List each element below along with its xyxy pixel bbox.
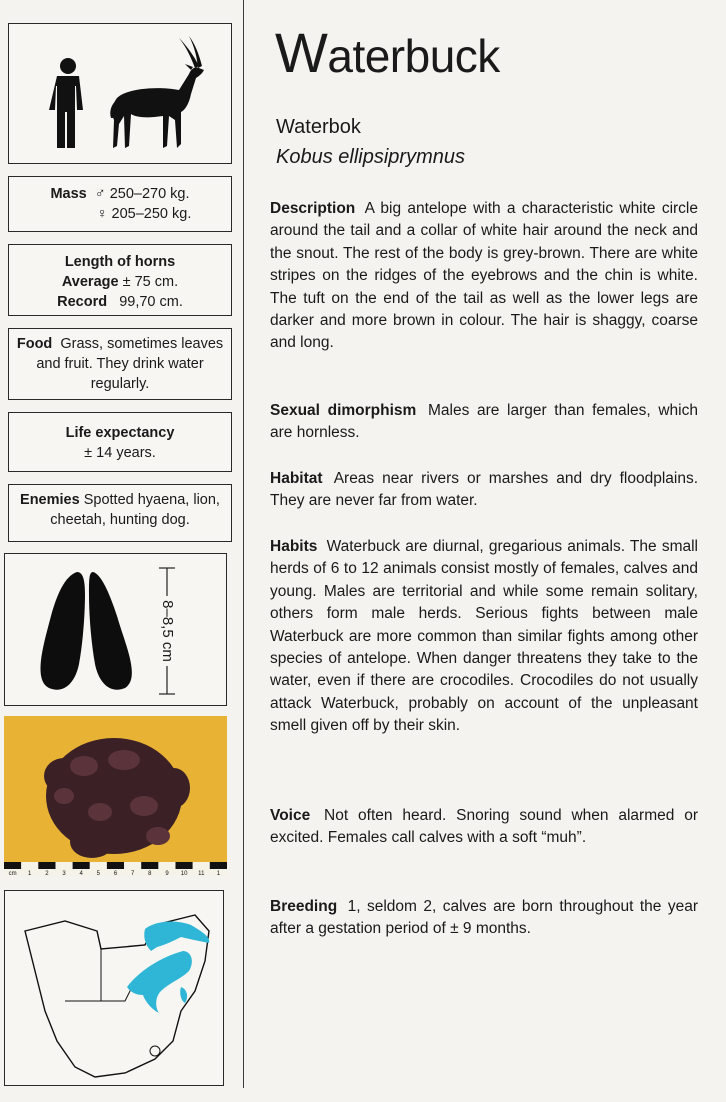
horns-record-label: Record [57,294,108,310]
horns-record-value: 99,70 cm. [119,294,183,310]
mass-male: ♂ 250–270 kg. [94,186,190,202]
ruler-segment [56,862,73,869]
section-text: 1, seldom 2, calves are born throughout the year after a gestation period of ± 9 months. [270,898,699,938]
horns-average-label: Average [61,274,119,290]
ruler-segment [193,862,210,869]
ruler-mark: 8 [148,871,152,876]
ruler-mark: 10 [180,871,188,876]
ruler-segment [107,862,124,869]
mass-label: Mass [50,186,87,202]
section-term: Habits [270,538,318,555]
horns-box [8,244,232,316]
distribution-map-panel [4,890,224,1086]
section-text: Waterbuck are diurnal, gregarious animals. The small herds of 6 to 12 animals consist mostly of females, calves and young. Males are territorial and while some remain solitary, others form male herds. Serious fights between male Waterbuck are more common than similar fights among other species of antelope. When danger threatens they take to the water, even if there are crocodiles. Crocodiles do not usually attack Waterbuck, probably on account of the unpleasant smell given off by their skin. [270,538,699,735]
horns-label: Length of horns [64,254,176,270]
ruler-mark: 2 [45,871,49,876]
ruler-segment [21,862,38,869]
section-term: Voice [270,807,311,824]
ruler-mark: 5 [96,871,100,876]
track-size-label: 8–8,5 cm [159,600,177,662]
ruler-segment [38,862,55,869]
section-voice [270,805,698,850]
track-panel [4,553,227,706]
section-term: Breeding [270,898,338,915]
enemies-box [8,484,232,542]
section-habits [270,536,698,738]
ruler-mark: 7 [131,871,135,876]
dung-pellets-photo [4,716,227,876]
column-divider [243,0,244,1088]
scientific-name: Kobus ellipsiprymnus [276,146,465,168]
section-breeding [270,896,698,941]
section-description [270,198,698,355]
ruler-mark: 3 [62,871,66,876]
ruler-segment [158,862,175,869]
title-text: Waterbuck [275,21,500,84]
page-title [275,20,500,85]
mass-female: ♀ 205–250 kg. [96,206,192,222]
ruler-segment [73,862,90,869]
ruler-mark: 11 [198,871,205,876]
ruler-mark: cm [8,871,17,876]
ruler-mark: 9 [165,871,169,876]
ruler-mark: 1 [216,871,221,876]
section-text: Areas near rivers or marshes and dry floodplains. They are never far from water. [270,470,699,510]
dung-photo-panel [4,716,227,876]
food-box [8,328,232,400]
size-comparison-panel [8,23,232,164]
common-name: Waterbok [276,116,361,138]
ruler-mark: 6 [113,871,118,876]
section-term: Sexual dimorphism [270,402,417,419]
human-waterbuck-silhouette [9,24,231,163]
section-text: A big antelope with a characteristic white circle around the tail and a collar of white hair around the neck and the snout. The rest of the body is grey-brown. There are white stripes on the ridges of the eyebrows and the chin is white. The tuft on the end of the tail as well as the lower legs are darker and more brown in colour. The hair is shaggy, coarse and long. [270,200,698,352]
ruler-segment [124,862,141,869]
section-text: Not often heard. Snoring sound when alarmed or excited. Females call calves with a soft “muh”. [270,807,698,847]
ruler-mark: 1 [28,871,32,876]
enemies-label: Enemies [20,492,80,508]
scale-ruler [4,862,227,876]
mass-box [8,176,232,232]
southern-africa-range-map [5,891,223,1085]
enemies-text: Spotted hyaena, lion, cheetah, hunting dog. [50,492,220,528]
ruler-segment [4,862,21,869]
hoof-track-illustration [5,554,226,705]
section-habitat [270,468,698,513]
ruler-segment [176,862,193,869]
section-term: Description [270,200,356,217]
section-sexual-dimorphism [270,400,698,445]
ruler-mark: 4 [79,871,83,876]
ruler-segment [210,862,227,869]
life-label: Life expectancy [65,425,175,441]
ruler-segment [141,862,158,869]
life-value: ± 14 years. [84,445,156,461]
food-label: Food [16,336,53,352]
section-term: Habitat [270,470,323,487]
section-text: Males are larger than females, which are hornless. [270,402,698,442]
food-text: Grass, sometimes leaves and fruit. They drink water regularly. [36,336,224,392]
ruler-segment [90,862,107,869]
horns-average-value: ± 75 cm. [122,274,179,290]
life-expectancy-box [8,412,232,472]
